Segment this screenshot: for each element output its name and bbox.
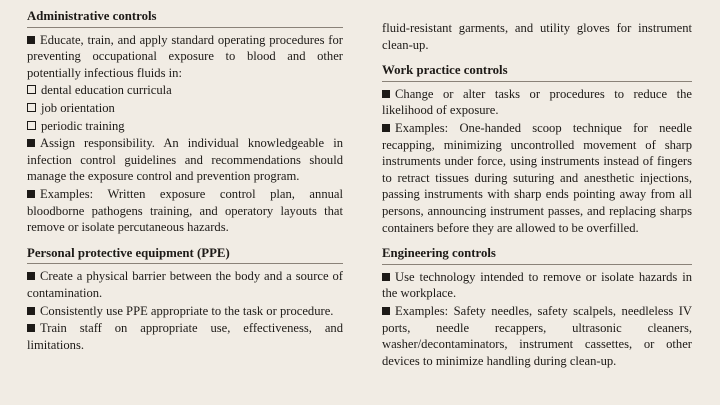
engineering-item: Use technology intended to remove or isolate hazards in the workplace. (382, 269, 692, 301)
work-practice-heading: Work practice controls (382, 62, 692, 82)
square-bullet-icon (27, 272, 35, 280)
admin-subitem: job orientation (27, 100, 343, 117)
ppe-item: Consistently use PPE appropriate to the task or procedure. (27, 303, 343, 320)
checkbox-bullet-icon (27, 85, 36, 94)
work-item: Examples: One-handed scoop technique for needle recapping, minimizing uncontrolled movement of sharp instruments under force, using instruments instead of fingers to retract tissues during suturing and anesthetic injections, passing instruments with sharp ends pointing away from all persons, announcing instrument passes, and replacing sharps containers before they are allowed to be overfilled. (382, 120, 692, 235)
admin-controls-heading: Administrative controls (27, 8, 343, 28)
square-bullet-icon (382, 90, 390, 98)
admin-item: Educate, train, and apply standard operating procedures for preventing occupational exposure to blood and other potentially infectious fluids in: (27, 32, 343, 80)
ppe-heading: Personal protective equipment (PPE) (27, 245, 343, 265)
checkbox-bullet-icon (27, 121, 36, 130)
admin-item: Examples: Written exposure control plan, annual bloodborne pathogens training, and operatory layouts that remove or isolate percutaneous hazards. (27, 186, 343, 235)
right-column (382, 20, 692, 370)
engineering-heading: Engineering controls (382, 245, 692, 265)
admin-subitem: periodic training (27, 118, 343, 135)
admin-subitem: dental education curricula (27, 82, 343, 99)
work-item: Change or alter tasks or procedures to reduce the likelihood of exposure. (382, 86, 692, 118)
square-bullet-icon (382, 124, 390, 132)
square-bullet-icon (27, 36, 35, 44)
square-bullet-icon (382, 273, 390, 281)
square-bullet-icon (27, 307, 35, 315)
left-column (27, 8, 343, 354)
square-bullet-icon (27, 324, 35, 332)
square-bullet-icon (27, 139, 35, 147)
ppe-continuation: fluid-resistant garments, and utility gloves for instrument clean-up. (382, 21, 692, 52)
admin-item: Assign responsibility. An individual knowledgeable in infection control guidelines and recommendations should manage the exposure control and prevention program. (27, 136, 343, 184)
square-bullet-icon (27, 190, 35, 198)
ppe-item: Create a physical barrier between the body and a source of contamination. (27, 269, 343, 300)
square-bullet-icon (382, 307, 390, 315)
ppe-item: Train staff on appropriate use, effectiveness, and limitations. (27, 321, 343, 352)
engineering-item: Examples: Safety needles, safety scalpels, needleless IV ports, needle recappers, ultrasonic cleaners, washer/decontaminators, instrument cassettes, or other devices to minimize handling during clean-up. (382, 303, 692, 368)
checkbox-bullet-icon (27, 103, 36, 112)
